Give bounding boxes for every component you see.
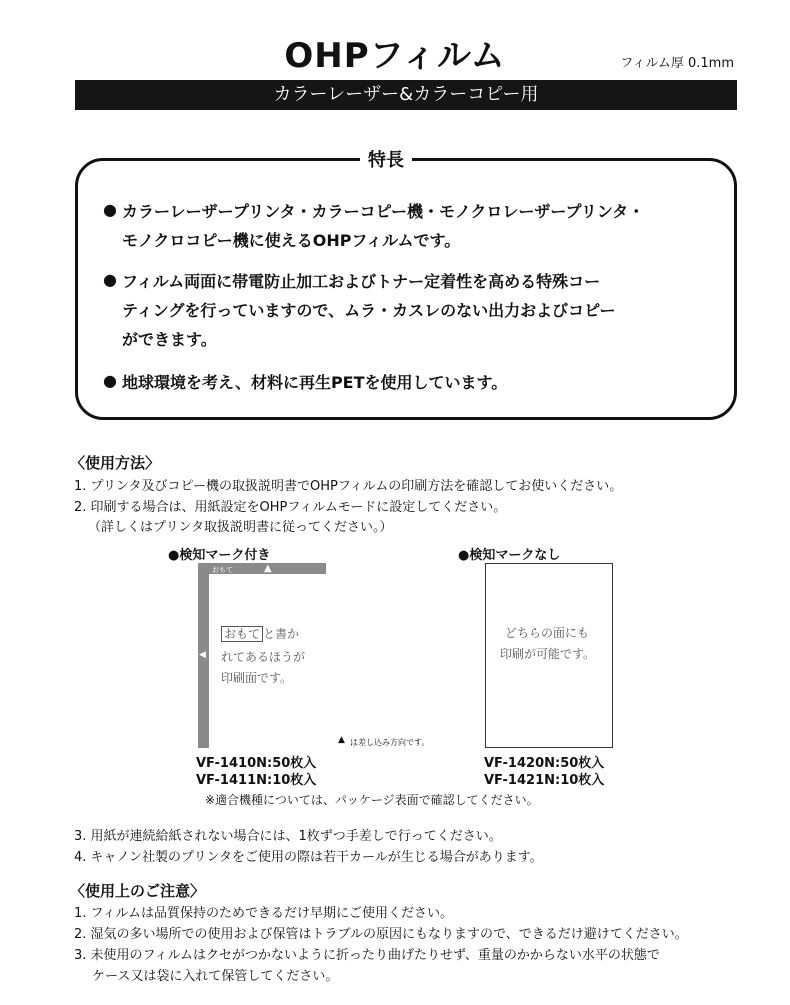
feature-2-line-2: ティングを行っていますので、ムラ・カスレのない出力およびコピー: [122, 301, 616, 320]
film-thickness: フィルム厚 0.1mm: [620, 56, 734, 71]
bullet-icon: ●: [103, 270, 117, 289]
feature-1-line-1: カラーレーザープリンタ・カラーコピー機・モノクロレーザープリンタ・: [122, 202, 645, 221]
both-sides-text-2: 印刷が可能です。: [500, 647, 596, 661]
page-title: OHPフィルム: [284, 36, 506, 76]
features-heading: 特長: [360, 146, 412, 172]
without-mark-label: ●検知マークなし: [458, 548, 561, 563]
usage-step-4: 4. キャノン社製のプリンタをご使用の際は若干カールが生じる場合があります。: [74, 850, 543, 865]
usage-step-1: 1. プリンタ及びコピー機の取扱説明書でOHPフィルムの印刷方法を確認してお使いください。: [74, 479, 623, 494]
model-vf1420n: VF-1420N:50枚入: [484, 756, 605, 771]
insert-direction-icon: ▲: [338, 735, 345, 745]
usage-step-3: 3. 用紙が連続給紙されない場合には、1枚ずつ手差しで行ってください。: [74, 829, 502, 844]
insert-direction-note: は差し込み方向です。: [350, 738, 430, 747]
caution-2: 2. 湿気の多い場所での使用および保管はトラブルの原因にもなりますので、できるだけ避けてください。: [74, 927, 688, 942]
caution-3-line-1: 3. 未使用のフィルムはクセがつかないように折ったり曲げたりせず、重量のかからない水平の状態で: [74, 948, 660, 963]
usage-step-2-note: （詳しくはプリンタ取扱説明書に従ってください。）: [88, 520, 393, 535]
usage-heading: 〈使用方法〉: [70, 454, 161, 472]
side-arrow-icon: ◀: [199, 650, 206, 660]
bullet-icon: ●: [103, 200, 117, 219]
feature-2-line-1: フィルム両面に帯電防止加工およびトナー定着性を高める特殊コー: [122, 272, 601, 291]
face-instruction-2: れてあるほうが: [221, 650, 306, 664]
model-vf1421n: VF-1421N:10枚入: [484, 773, 605, 788]
feature-1-line-2: モノクロコピー機に使えるOHPフィルムです。: [122, 231, 461, 250]
face-instruction: [221, 625, 299, 642]
caution-1: 1. フィルムは品質保持のためできるだけ早期にご使用ください。: [74, 906, 453, 921]
face-instruction-3: 印刷面です。: [221, 671, 293, 685]
both-sides-text-1: どちらの面にも: [505, 626, 590, 640]
corner-mark-tag: おもて: [212, 566, 233, 574]
compatibility-note: ※適合機種については、パッケージ表面で確認してください。: [205, 793, 539, 807]
bullet-icon: ●: [103, 371, 117, 390]
feature-2-line-3: ができます。: [122, 330, 217, 349]
with-mark-label: ●検知マーク付き: [168, 548, 271, 563]
model-vf1410n: VF-1410N:50枚入: [196, 756, 317, 771]
cautions-heading: 〈使用上のご注意〉: [70, 882, 206, 900]
face-word-rest: と書か: [263, 627, 300, 641]
usage-step-2: 2. 印刷する場合は、用紙設定をOHPフィルムモードに設定してください。: [74, 500, 507, 515]
subtitle-bar: カラーレーザー&カラーコピー用: [75, 80, 737, 110]
model-vf1411n: VF-1411N:10枚入: [196, 773, 317, 788]
feature-3-line-1: 地球環境を考え、材料に再生PETを使用しています。: [122, 373, 508, 392]
caution-3-line-2: ケース又は袋に入れて保管してください。: [92, 969, 339, 984]
insert-arrow-icon: ▲: [264, 563, 272, 574]
face-word-box: おもて: [221, 626, 263, 642]
